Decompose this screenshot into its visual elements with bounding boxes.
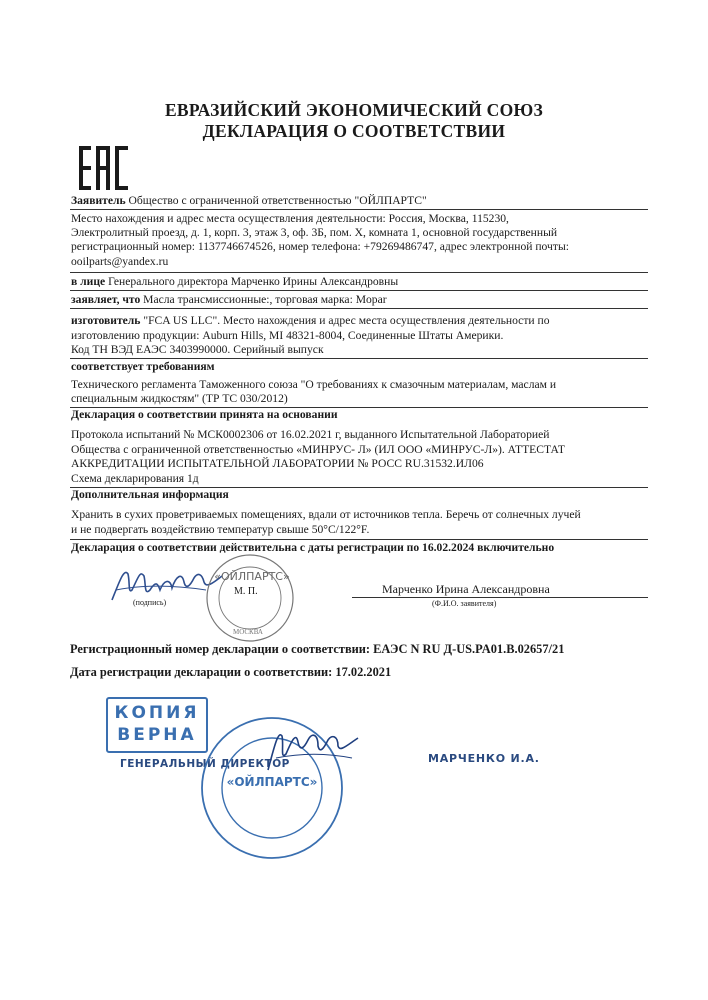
requirements-line-1: Технического регламента Таможенного союза "О требованиях к смазочным материалам, маслам и: [71, 378, 557, 391]
manufacturer-label: изготовитель: [71, 314, 141, 327]
director-signature: [262, 718, 362, 778]
divider: [70, 209, 648, 210]
divider: [70, 539, 648, 540]
applicant-label: Заявитель: [71, 194, 126, 207]
applicant-address-1: Место нахождения и адрес места осуществления деятельности: Россия, Москва, 115230,: [71, 212, 509, 225]
applicant-name: Общество с ограниченной ответственностью "ОЙЛПАРТС": [128, 194, 427, 207]
divider: [70, 308, 648, 309]
manufacturer-line-1: "FCA US LLC". Место нахождения и адрес места осуществления деятельности по: [143, 314, 550, 327]
seal-company-name: «ОЙЛПАРТС»: [214, 570, 290, 583]
applicant-address-2: Электролитный проезд, д. 1, корп. 3, этаж 3, оф. 3Б, пом. X, комната 1, основной государственный: [71, 226, 558, 239]
registration-number: Регистрационный номер декларации о соответствии: ЕАЭС N RU Д-US.PA01.B.02657/21: [70, 642, 565, 656]
basis-line-4: Схема декларирования 1д: [71, 472, 199, 485]
divider: [70, 272, 648, 273]
additional-line-2: и не подвергать воздействию температур свыше 50°С/122°F.: [71, 523, 370, 536]
registration-date: Дата регистрации декларации о соответствии: 17.02.2021: [70, 665, 392, 679]
divider: [70, 290, 648, 291]
additional-line-1: Хранить в сухих проветриваемых помещениях, вдали от источников тепла. Беречь от солнечных лучей: [71, 508, 581, 521]
representative-label: в лице: [71, 275, 106, 288]
basis-line-3: АККРЕДИТАЦИИ ИСПЫТАТЕЛЬНОЙ ЛАБОРАТОРИИ № РОСС RU.31532.ИЛ06: [71, 457, 484, 470]
copy-stamp-line-2: ВЕРНА: [117, 725, 197, 745]
document-title: ДЕКЛАРАЦИЯ О СООТВЕТСТВИИ: [202, 121, 506, 141]
applicant-email: ooilparts@yandex.ru: [71, 255, 169, 268]
copy-seal-name: «ОЙЛПАРТС»: [226, 775, 318, 789]
director-name: МАРЧЕНКО И.А.: [428, 752, 540, 765]
basis-line-1: Протокола испытаний № МСК0002306 от 16.02.2021 г, выданного Испытательной Лабораторией: [71, 428, 550, 441]
applicant-row: [71, 194, 649, 209]
validity-text: Декларация о соответствии действительна с даты регистрации по 16.02.2024 включительно: [71, 541, 555, 554]
divider: [70, 358, 648, 359]
union-title: ЕВРАЗИЙСКИЙ ЭКОНОМИЧЕСКИЙ СОЮЗ: [164, 100, 544, 120]
seal-ring-city: МОСКВА: [233, 628, 263, 636]
declares-text: Масла трансмиссионные:, торговая марка: Mopar: [143, 293, 387, 306]
requirements-label: соответствует требованиям: [71, 360, 215, 373]
basis-label: Декларация о соответствии принята на основании: [71, 408, 338, 421]
signer-caption: (Ф.И.О. заявителя): [432, 599, 497, 608]
copy-stamp-line-1: КОПИЯ: [114, 703, 200, 723]
signature-caption: (подпись): [133, 598, 167, 607]
director-label: ГЕНЕРАЛЬНЫЙ ДИРЕКТОР: [120, 758, 290, 770]
mp-label: М. П.: [234, 586, 258, 597]
basis-line-2: Общества с ограниченной ответственностью «МИНРУС- Л» (ИЛ ООО «МИНРУС-Л»). АТТЕСТАТ: [71, 443, 565, 456]
signer-name: Марченко Ирина Александровна: [382, 582, 550, 596]
applicant-address-3: регистрационный номер: 1137746674526, номер телефона: +79269486747, адрес электронной почты:: [71, 240, 569, 253]
representative-row: [71, 275, 649, 290]
eac-logo: [78, 142, 130, 194]
additional-label: Дополнительная информация: [71, 488, 229, 501]
representative-text: Генерального директора Марченко Ирины Александровны: [108, 275, 399, 288]
manufacturer-row: [71, 314, 649, 329]
copy-stamp: [106, 697, 208, 753]
manufacturer-line-2: изготовлению продукции: Auburn Hills, MI 48321-8004, Соединенные Штаты Америки.: [71, 329, 504, 342]
declares-label: заявляет, что: [71, 293, 141, 306]
divider: [352, 597, 648, 598]
requirements-line-2: специальным жидкостям" (ТР ТС 030/2012): [71, 392, 288, 405]
declares-row: [71, 293, 649, 308]
manufacturer-line-3: Код ТН ВЭД ЕАЭС 3403990000. Серийный выпуск: [71, 343, 324, 356]
